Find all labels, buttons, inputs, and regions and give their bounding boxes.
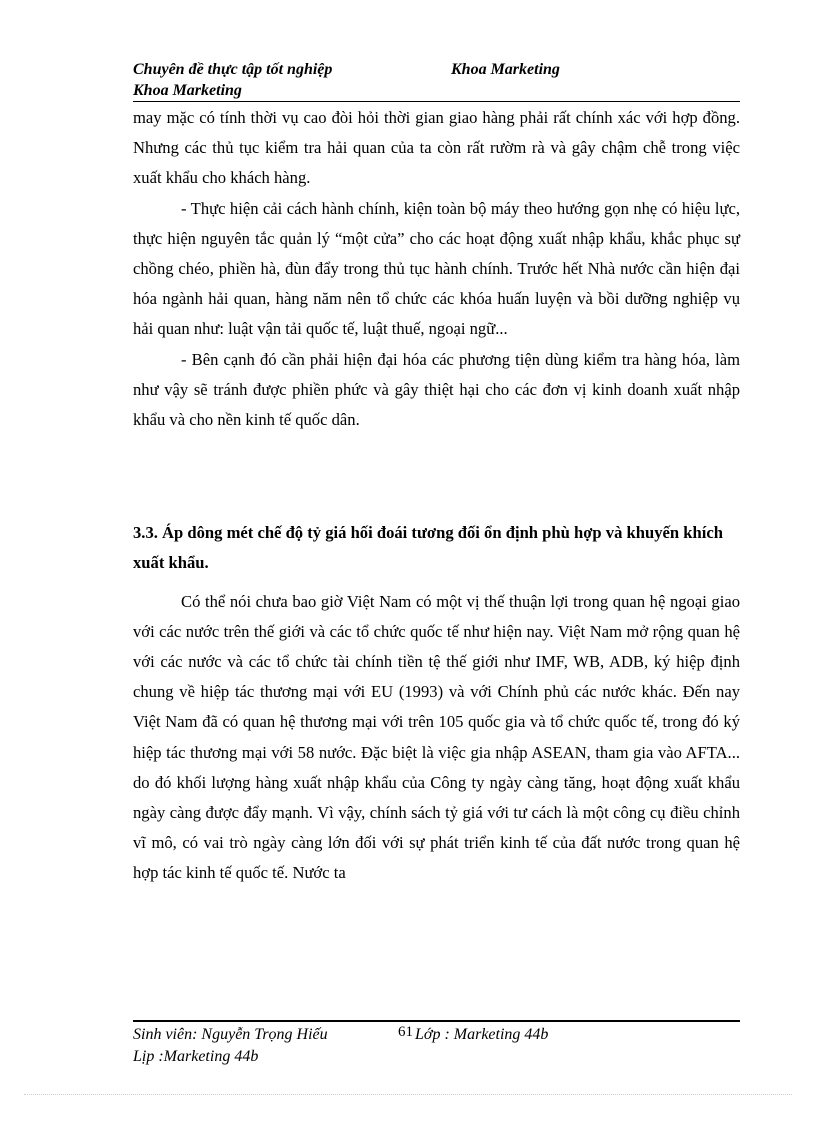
page-number: 61	[398, 1024, 413, 1040]
spacer	[133, 579, 740, 587]
document-body	[133, 103, 740, 889]
header-rule	[133, 101, 740, 102]
paragraph-2: - Thực hiện cải cách hành chính, kiện toàn bộ máy theo hướng gọn nhẹ có hiệu lực, thực hiện nguyên tắc quản lý “một cửa” cho các hoạt động xuất nhập khẩu, khắc phục sự chồng chéo, phiền hà, đùn đẩy trong thủ tục hành chính. Trước hết Nhà nước cần hiện đại hóa ngành hải quan, hàng năm nên tổ chức các khóa huấn luyện và bồi dưỡng nghiệp vụ hải quan như: luật vận tải quốc tế, luật thuế, ngoại ngữ...	[133, 198, 740, 339]
spacer	[133, 435, 740, 518]
header-title-right: Khoa Marketing	[451, 61, 560, 78]
page-edge-divider	[24, 1094, 792, 1095]
header-subtitle: Khoa Marketing	[133, 82, 242, 99]
footer-class-line: Lịp :Marketing 44b	[133, 1048, 259, 1065]
paragraph-1: may mặc có tính thời vụ cao đòi hỏi thời gian giao hàng phải rất chính xác với hợp đồng. Nhưng các thủ tục kiểm tra hải quan của ta còn rất rườm rà và gây chậm chễ trong việc xuất khẩu cho khách hàng.	[133, 108, 740, 188]
paragraph-3: - Bên cạnh đó cần phải hiện đại hóa các phương tiện dùng kiểm tra hàng hóa, làm như vậy sẽ tránh được phiền phức và gây thiệt hại cho các đơn vị kinh doanh xuất nhập khẩu và cho nền kinh tế quốc dân.	[133, 349, 740, 430]
footer-class: Lớp : Marketing 44b	[415, 1026, 549, 1043]
header-title	[133, 60, 560, 80]
paragraph-4: Có thể nói chưa bao giờ Việt Nam có một vị thế thuận lợi trong quan hệ ngoại giao với các nước trên thế giới và các tổ chức quốc tế như hiện nay. Việt Nam mở rộng quan hệ với các nước và các tổ chức tài chính tiền tệ thế giới như IMF, WB, ADB, ký hiệp định chung về hiệp tác thương mại với EU (1993) và với Chính phủ các nước khác. Đến nay Việt Nam đã có quan hệ thương mại với trên 105 quốc gia và tổ chức quốc tế, trong đó ký hiệp tác thương mại với 58 nước. Đặc biệt là việc gia nhập ASEAN, tham gia vào AFTA... do đó khối lượng hàng xuất nhập khẩu của Công ty ngày càng tăng, hoạt động xuất khẩu ngày càng được đẩy mạnh. Vì vậy, chính sách tỷ giá với tư cách là một công cụ điều chỉnh vĩ mô, có vai trò ngày càng lớn đối với sự phát triển kinh tế của đất nước trong quan hệ hợp tác kinh tế quốc tế. Nước ta	[133, 591, 740, 883]
footer-rule	[133, 1020, 740, 1022]
section-heading: 3.3. Áp dông mét chế độ tỷ giá hối đoái tương đối ổn định phù hợp và khuyến khích xuất khẩu.	[133, 523, 723, 573]
footer-student: Sinh viên: Nguyễn Trọng Hiếu	[133, 1026, 328, 1043]
header-title-left: Chuyên đề thực tập tốt nghiệp	[133, 61, 333, 78]
